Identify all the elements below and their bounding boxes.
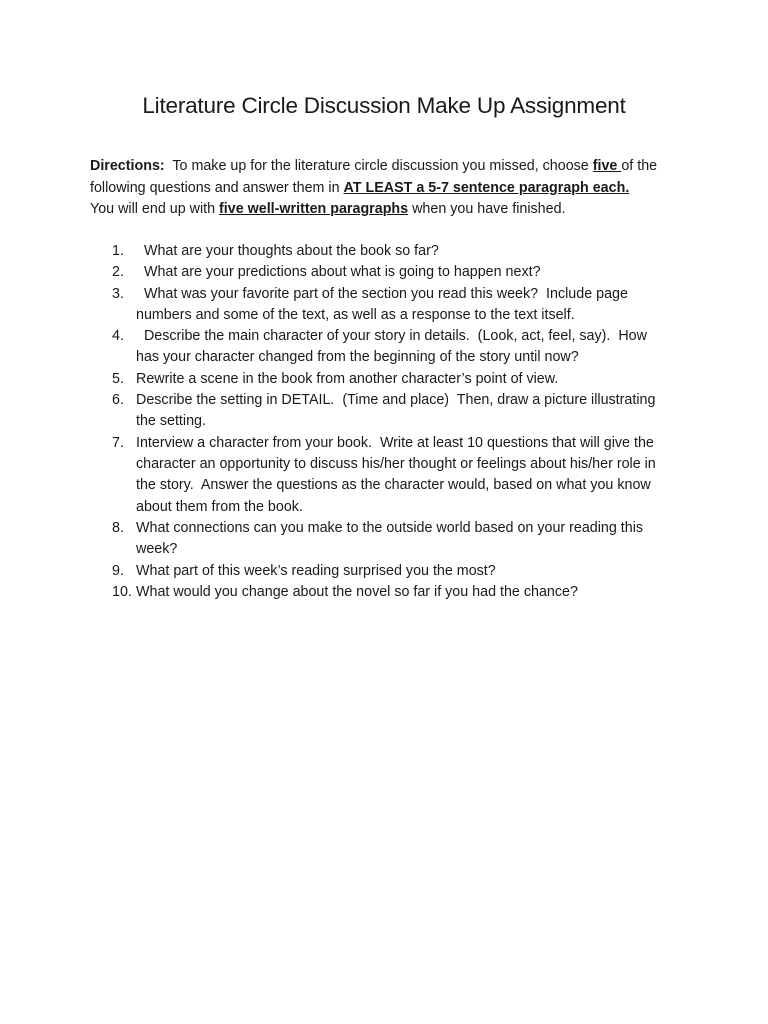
question-text: numbers and some of the text, as well as a response to the text itself. [136,306,575,323]
question-item [112,433,712,518]
question-text: the story. Answer the questions as the character would, based on what you know [136,477,651,494]
question-number: 4. [112,328,124,345]
question-number: 2. [112,264,124,281]
page-title: Literature Circle Discussion Make Up Assignment [142,93,626,118]
question-number: 9. [112,562,124,579]
question-item [112,262,712,283]
question-text: Describe the main character of your story in details. (Look, act, feel, say). How [136,328,647,345]
question-item [112,284,712,327]
five-emphasis: five [592,158,622,174]
question-number: 10. [112,583,132,600]
question-item [112,582,712,603]
directions-text: To make up for the literature circle discussion you missed, choose [164,158,593,174]
question-text: What part of this week’s reading surprised you the most? [136,562,496,579]
question-item [112,369,712,390]
directions-text: when you have finished. [408,201,566,218]
paragraph-requirement: AT LEAST a 5-7 sentence paragraph each. [343,179,630,196]
question-number: 8. [112,519,124,536]
directions-text: of the [621,158,658,174]
question-text: the setting. [136,413,206,430]
question-text: character an opportunity to discuss his/her thought or feelings about his/her role in [136,455,656,472]
question-text: has your character changed from the beginning of the story until now? [136,349,579,366]
question-item [112,561,712,582]
question-text: What are your thoughts about the book so far? [136,243,439,259]
question-number: 5. [112,370,124,387]
question-text: about them from the book. [136,498,303,515]
question-number: 6. [112,392,124,409]
directions-text: You will end up with [90,201,220,218]
question-item [112,241,712,262]
question-text: What was your favorite part of the section you read this week? Include page [136,285,628,302]
question-text: What are your predictions about what is going to happen next? [136,264,541,281]
question-text: Describe the setting in DETAIL. (Time and place) Then, draw a picture illustrating [136,392,656,409]
directions-paragraph [90,156,710,221]
paragraphs-emphasis: five well-written paragraphs [219,201,409,218]
question-item [112,518,712,561]
question-text: Rewrite a scene in the book from another character’s point of view. [136,370,559,387]
question-text: What would you change about the novel so far if you had the chance? [136,583,578,600]
question-item [112,390,712,433]
question-item [112,326,712,369]
question-text: week? [136,541,178,558]
question-text: What connections can you make to the outside world based on your reading this [136,519,644,536]
question-number: 7. [112,434,124,451]
directions-label: Directions: [90,158,165,174]
directions-text: following questions and answer them in [90,179,344,196]
question-number: 1. [112,243,124,259]
question-text: Interview a character from your book. Write at least 10 questions that will give the [136,434,654,451]
directions-line [90,178,710,200]
directions-line [90,156,710,178]
directions-line [90,199,710,221]
question-number: 3. [112,285,124,302]
